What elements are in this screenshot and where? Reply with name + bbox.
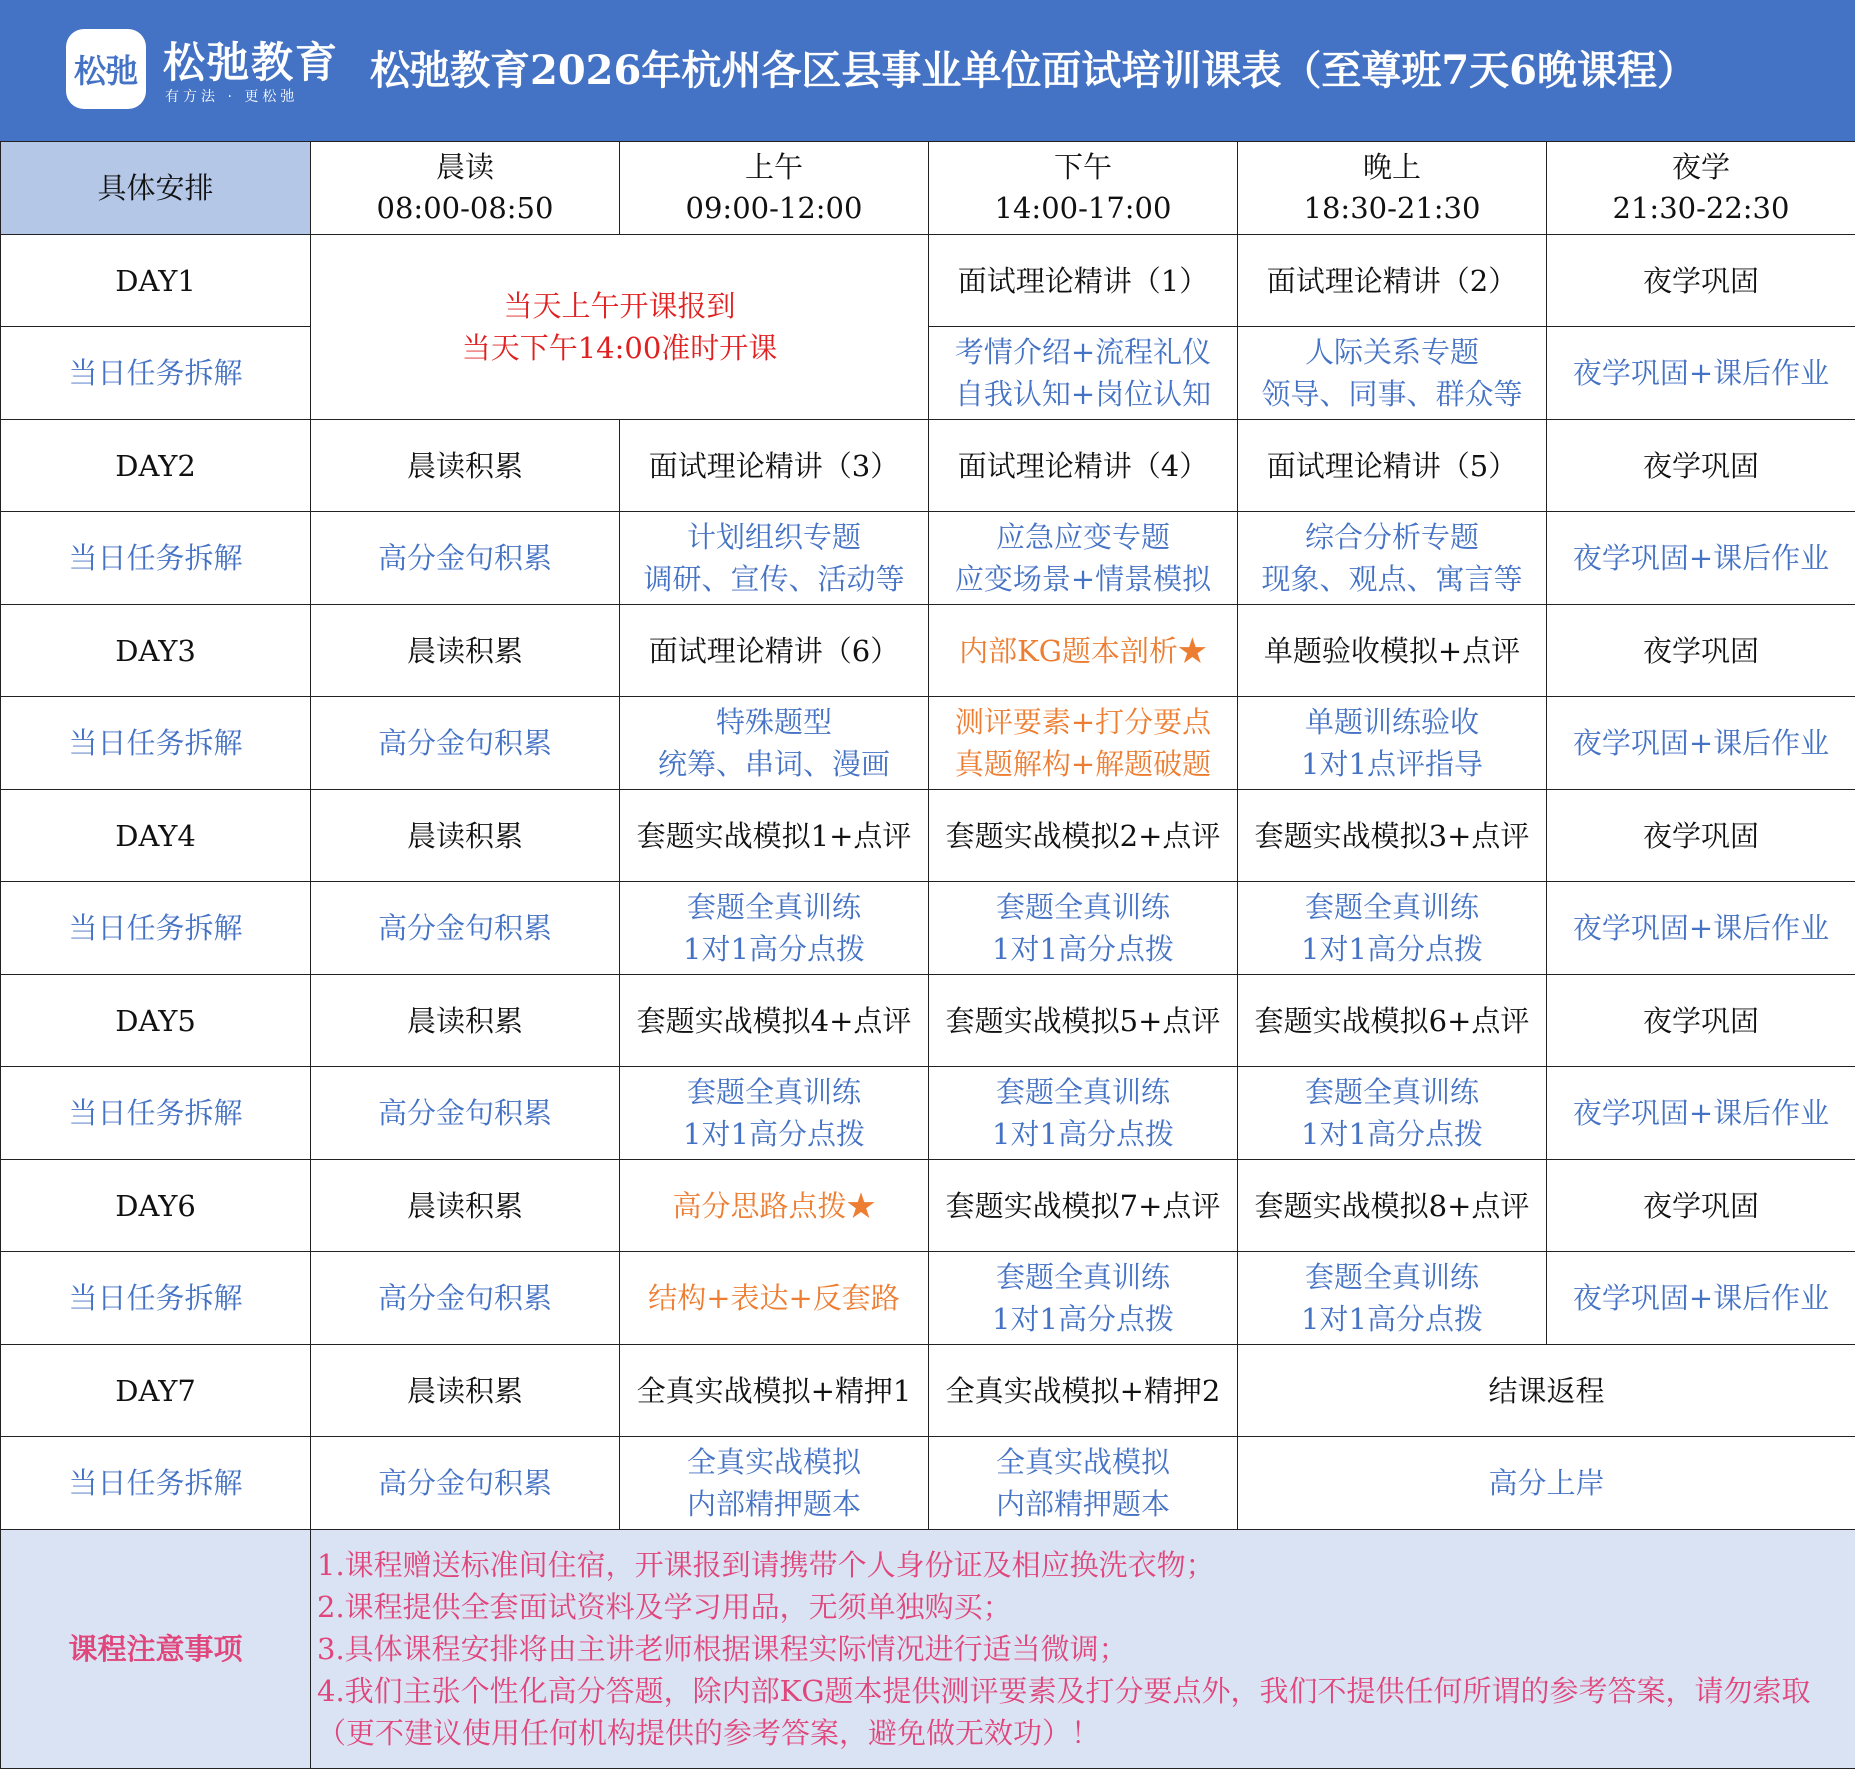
note-item: 3.具体课程安排将由主讲老师根据课程实际情况进行适当微调； [317,1632,1128,1666]
header-morning-read [311,142,620,235]
task-label: 当日任务拆解 [1,512,311,605]
night-task: 夜学巩固+课后作业 [1547,512,1855,605]
evening-session: 单题验收模拟+点评 [1238,605,1547,697]
task-label: 当日任务拆解 [1,882,311,975]
night-task: 夜学巩固+课后作业 [1547,882,1855,975]
night-session: 夜学巩固 [1547,1160,1855,1252]
task-line: 1对1点评指导 [1301,747,1483,781]
task-line: 套题全真训练 [686,1075,861,1109]
morning-session: 全真实战模拟+精押1 [620,1345,929,1437]
table-row [1,235,1855,327]
task-line: 应急应变专题 [995,520,1170,554]
afternoon-session: 套题实战模拟2+点评 [929,790,1238,882]
evening-task [1238,1252,1547,1345]
task-line: 1对1高分点拨 [683,932,865,966]
start-line: 当天下午14:00准时开课 [461,331,778,365]
evening-session: 套题实战模拟6+点评 [1238,975,1547,1067]
brand-slogan: 有方法 · 更松弛 [165,89,299,105]
morning-task [620,882,929,975]
table-row [1,1252,1855,1345]
morning-read-session: 晨读积累 [311,605,620,697]
task-line: 套题全真训练 [995,890,1170,924]
task-line: 自我认知+岗位认知 [954,377,1212,411]
day-label: DAY2 [1,420,311,512]
task-line: 套题全真训练 [1304,1260,1479,1294]
evening-session: 面试理论精讲（2） [1238,235,1547,327]
afternoon-task-highlight [929,697,1238,790]
table-row [1,512,1855,605]
day-label: DAY1 [1,235,311,327]
header-night [1547,142,1855,235]
task-line: 1对1高分点拨 [992,932,1174,966]
evening-task [1238,882,1547,975]
header-afternoon [929,142,1238,235]
morning-session: 套题实战模拟4+点评 [620,975,929,1067]
afternoon-task [929,1252,1238,1345]
task-line: 1对1高分点拨 [992,1117,1174,1151]
note-item: 4.我们主张个性化高分答题，除内部KG题本提供测评要素及打分要点外，我们不提供任何所谓的参考答案，请勿索取（更不建议使用任何机构提供的参考答案，避免做无效功）！ [317,1674,1811,1750]
day-label: DAY7 [1,1345,311,1437]
column-name: 晚上 [1362,150,1421,184]
day1-arrival-notice [311,235,929,420]
column-time: 21:30-22:30 [1612,191,1790,225]
morning-read-session: 晨读积累 [311,790,620,882]
table-row [1,327,1855,420]
morning-read-session: 晨读积累 [311,975,620,1067]
table-row [1,697,1855,790]
task-line: 套题全真训练 [995,1075,1170,1109]
header-evening [1238,142,1547,235]
morning-session: 面试理论精讲（6） [620,605,929,697]
notes-content [311,1530,1855,1769]
night-session: 夜学巩固 [1547,605,1855,697]
page-header [0,0,1855,141]
column-name: 下午 [1053,150,1112,184]
morning-read-task: 高分金句积累 [311,1067,620,1160]
task-line: 1对1高分点拨 [992,1302,1174,1336]
morning-task [620,1067,929,1160]
task-line: 特殊题型 [715,705,832,739]
afternoon-task [929,1437,1238,1530]
afternoon-session-highlight: 内部KG题本剖析★ [929,605,1238,697]
logo-text: 松弛 [73,52,138,90]
brand-logo-icon [66,29,146,109]
morning-session: 套题实战模拟1+点评 [620,790,929,882]
task-line: 测评要素+打分要点 [954,705,1212,739]
evening-task [1238,1067,1547,1160]
afternoon-task [929,512,1238,605]
column-time: 08:00-08:50 [376,191,554,225]
note-item: 2.课程提供全套面试资料及学习用品，无须单独购买； [317,1590,1012,1624]
note-item: 1.课程赠送标准间住宿，开课报到请携带个人身份证及相应换洗衣物； [317,1548,1215,1582]
afternoon-task [929,882,1238,975]
table-row [1,605,1855,697]
column-time: 18:30-21:30 [1303,191,1481,225]
afternoon-task [929,1067,1238,1160]
evening-session: 套题实战模拟3+点评 [1238,790,1547,882]
morning-session: 面试理论精讲（3） [620,420,929,512]
night-session: 夜学巩固 [1547,420,1855,512]
task-line: 套题全真训练 [686,890,861,924]
afternoon-session: 套题实战模拟7+点评 [929,1160,1238,1252]
task-line: 全真实战模拟 [686,1445,861,1479]
task-label: 当日任务拆解 [1,327,311,420]
night-task: 夜学巩固+课后作业 [1547,1067,1855,1160]
notes-row [1,1530,1855,1769]
afternoon-session: 全真实战模拟+精押2 [929,1345,1238,1437]
task-line: 1对1高分点拨 [1301,1302,1483,1336]
column-name: 上午 [744,150,803,184]
brand-name: 松弛教育 [163,38,340,87]
column-name: 晨读 [435,150,494,184]
night-session: 夜学巩固 [1547,235,1855,327]
day-label: DAY4 [1,790,311,882]
column-name: 夜学 [1671,150,1730,184]
task-line: 统筹、串词、漫画 [657,747,890,781]
task-line: 1对1高分点拨 [683,1117,865,1151]
table-row [1,420,1855,512]
morning-read-session: 晨读积累 [311,1160,620,1252]
night-task: 夜学巩固+课后作业 [1547,1252,1855,1345]
task-line: 现象、观点、寓言等 [1261,562,1523,596]
task-line: 套题全真训练 [1304,890,1479,924]
task-line: 应变场景+情景模拟 [954,562,1212,596]
evening-task [1238,512,1547,605]
morning-task [620,512,929,605]
column-time: 09:00-12:00 [685,191,863,225]
morning-task [620,1437,929,1530]
morning-task-highlight: 结构+表达+反套路 [620,1252,929,1345]
day-label: DAY5 [1,975,311,1067]
task-label: 当日任务拆解 [1,697,311,790]
task-line: 综合分析专题 [1304,520,1479,554]
closing-session: 结课返程 [1238,1345,1855,1437]
task-line: 计划组织专题 [686,520,861,554]
table-row [1,1067,1855,1160]
column-time: 14:00-17:00 [994,191,1172,225]
night-task: 夜学巩固+课后作业 [1547,697,1855,790]
night-session: 夜学巩固 [1547,975,1855,1067]
task-line: 套题全真训练 [995,1260,1170,1294]
task-line: 人际关系专题 [1304,335,1479,369]
task-line: 领导、同事、群众等 [1261,377,1523,411]
evening-session: 面试理论精讲（5） [1238,420,1547,512]
table-row [1,1160,1855,1252]
morning-read-task: 高分金句积累 [311,882,620,975]
table-row [1,1437,1855,1530]
task-label: 当日任务拆解 [1,1437,311,1530]
task-line: 1对1高分点拨 [1301,1117,1483,1151]
task-label: 当日任务拆解 [1,1252,311,1345]
table-row [1,975,1855,1067]
morning-session-highlight: 高分思路点拨★ [620,1160,929,1252]
afternoon-session: 面试理论精讲（1） [929,235,1238,327]
task-line: 考情介绍+流程礼仪 [954,335,1212,369]
task-line: 调研、宣传、活动等 [643,562,905,596]
morning-read-session: 晨读积累 [311,1345,620,1437]
header-morning [620,142,929,235]
morning-read-task: 高分金句积累 [311,1437,620,1530]
task-line: 内部精押题本 [995,1487,1170,1521]
evening-session: 套题实战模拟8+点评 [1238,1160,1547,1252]
day-label: DAY6 [1,1160,311,1252]
closing-task: 高分上岸 [1238,1437,1855,1530]
table-header-row [1,142,1855,235]
night-session: 夜学巩固 [1547,790,1855,882]
schedule-table [0,141,1855,1769]
task-line: 真题解构+解题破题 [954,747,1212,781]
task-line: 内部精押题本 [686,1487,861,1521]
day-label: DAY3 [1,605,311,697]
afternoon-session: 面试理论精讲（4） [929,420,1238,512]
evening-task [1238,697,1547,790]
morning-task [620,697,929,790]
table-row [1,882,1855,975]
table-row [1,1345,1855,1437]
task-label: 当日任务拆解 [1,1067,311,1160]
page-title: 松弛教育2026年杭州各区县事业单位面试培训课表（至尊班7天6晚课程） [370,47,1697,94]
morning-read-task: 高分金句积累 [311,1252,620,1345]
afternoon-task [929,327,1238,420]
morning-read-task: 高分金句积累 [311,697,620,790]
morning-read-session: 晨读积累 [311,420,620,512]
task-line: 1对1高分点拨 [1301,932,1483,966]
header-label: 具体安排 [1,142,311,235]
task-line: 套题全真训练 [1304,1075,1479,1109]
night-task: 夜学巩固+课后作业 [1547,327,1855,420]
notes-label: 课程注意事项 [1,1530,311,1769]
task-line: 全真实战模拟 [995,1445,1170,1479]
evening-task [1238,327,1547,420]
task-line: 单题训练验收 [1304,705,1479,739]
morning-read-task: 高分金句积累 [311,512,620,605]
afternoon-session: 套题实战模拟5+点评 [929,975,1238,1067]
table-row [1,790,1855,882]
arrival-line: 当天上午开课报到 [503,289,736,323]
